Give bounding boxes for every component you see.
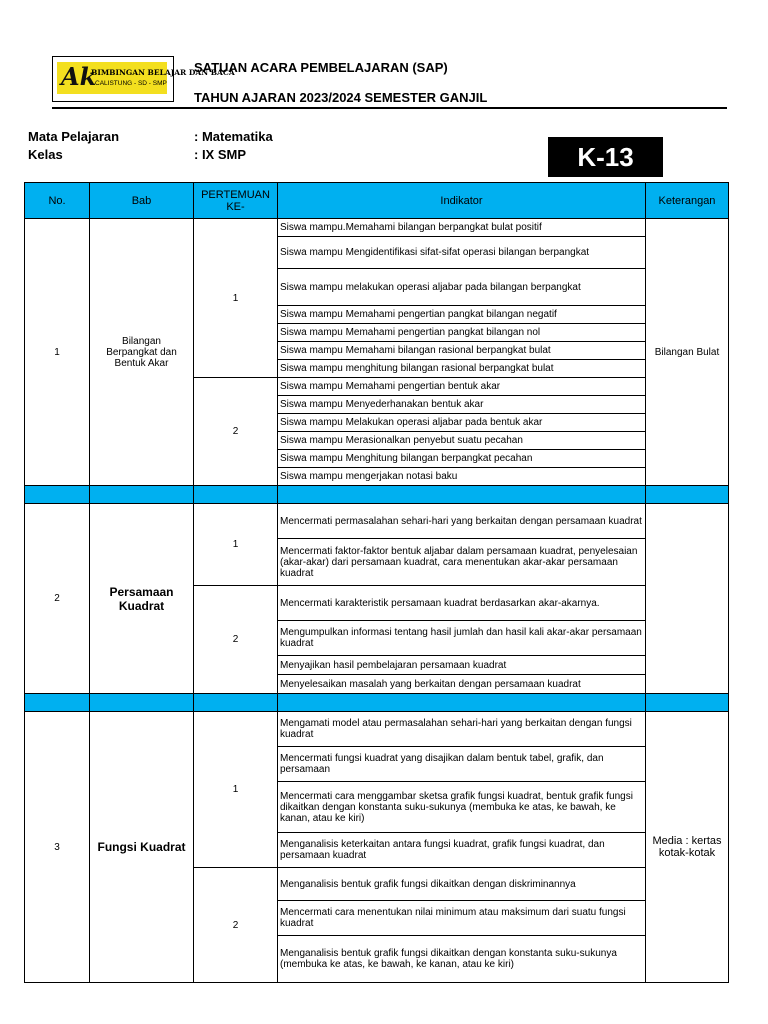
header-bab: Bab: [90, 183, 194, 219]
indicator-cell: Siswa mampu menghitung bilangan rasional berpangkat bulat: [278, 360, 646, 378]
page-subtitle: TAHUN AJARAN 2023/2024 SEMESTER GANJIL: [194, 90, 488, 105]
meeting-number: 1: [194, 504, 278, 586]
logo-name: BIMBINGAN BELAJAR DAN BACA: [91, 68, 235, 77]
curriculum-badge: K-13: [548, 137, 663, 177]
indicator-cell: Siswa mampu Menghitung bilangan berpangkat pecahan: [278, 450, 646, 468]
meeting-number: 2: [194, 868, 278, 983]
sap-table: [24, 182, 729, 983]
row-keterangan: [646, 504, 729, 694]
row-keterangan: Bilangan Bulat: [646, 219, 729, 486]
indicator-cell: Siswa mampu.Memahami bilangan berpangkat bulat positif: [278, 219, 646, 237]
table-header-row: [25, 183, 729, 219]
header-pertemuan: PERTEMUAN KE-: [194, 183, 278, 219]
indicator-cell: Siswa mampu Mengidentifikasi sifat-sifat operasi bilangan berpangkat: [278, 237, 646, 269]
indicator-cell: Siswa mampu Melakukan operasi aljabar pada bentuk akar: [278, 414, 646, 432]
subject-value: : Matematika: [194, 129, 273, 144]
indicator-cell: Mencermati faktor-faktor bentuk aljabar dalam persamaan kuadrat, penyelesaian (akar-akar) dari persamaan kuadrat, cara menentukan akar-akar persamaan kuadrat: [278, 539, 646, 586]
logo-banner: [57, 62, 235, 94]
indicator-cell: Mencermati karakteristik persamaan kuadrat berdasarkan akar-akarnya.: [278, 586, 646, 621]
indicator-cell: Mencermati fungsi kuadrat yang disajikan dalam bentuk tabel, grafik, dan persamaan: [278, 747, 646, 782]
row-no: 2: [25, 504, 90, 694]
header-no: No.: [25, 183, 90, 219]
indicator-cell: Menyajikan hasil pembelajaran persamaan kuadrat: [278, 656, 646, 675]
header-divider: [52, 107, 727, 109]
meeting-number: 1: [194, 219, 278, 378]
meeting-number: 1: [194, 712, 278, 868]
indicator-cell: Menganalisis keterkaitan antara fungsi kuadrat, grafik fungsi kuadrat, dan persamaan kuadrat: [278, 833, 646, 868]
logo-mark: Ak: [61, 62, 97, 91]
row-no: 1: [25, 219, 90, 486]
indicator-cell: Menganalisis bentuk grafik fungsi dikaitkan dengan diskriminannya: [278, 868, 646, 901]
table-row: [25, 504, 729, 539]
page-title: SATUAN ACARA PEMBELAJARAN (SAP): [194, 60, 448, 75]
indicator-cell: Menyelesaikan masalah yang berkaitan dengan persamaan kuadrat: [278, 675, 646, 694]
class-value: : IX SMP: [194, 147, 247, 162]
indicator-cell: Mengamati model atau permasalahan sehari-hari yang berkaitan dengan fungsi kuadrat: [278, 712, 646, 747]
logo-tagline: CALISTUNG - SD - SMP: [95, 80, 167, 87]
indicator-cell: Siswa mampu Menyederhanakan bentuk akar: [278, 396, 646, 414]
indicator-cell: Siswa mampu melakukan operasi aljabar pada bilangan berpangkat: [278, 269, 646, 306]
header-indikator: Indikator: [278, 183, 646, 219]
row-bab: Persamaan Kuadrat: [90, 504, 194, 694]
indicator-cell: Siswa mampu Merasionalkan penyebut suatu pecahan: [278, 432, 646, 450]
indicator-cell: Siswa mampu Memahami pengertian bentuk akar: [278, 378, 646, 396]
row-bab: Fungsi Kuadrat: [90, 712, 194, 983]
table-row: [25, 219, 729, 237]
indicator-cell: Mencermati cara menentukan nilai minimum atau maksimum dari suatu fungsi kuadrat: [278, 901, 646, 936]
meeting-number: 2: [194, 378, 278, 486]
indicator-cell: Siswa mampu Memahami pengertian pangkat bilangan nol: [278, 324, 646, 342]
row-bab: Bilangan Berpangkat dan Bentuk Akar: [90, 219, 194, 486]
logo: [52, 56, 235, 102]
section-separator: [25, 486, 729, 504]
indicator-cell: Mencermati permasalahan sehari-hari yang berkaitan dengan persamaan kuadrat: [278, 504, 646, 539]
row-keterangan: Media : kertas kotak-kotak: [646, 712, 729, 983]
section-separator: [25, 694, 729, 712]
table-row: [25, 712, 729, 747]
indicator-cell: Siswa mampu Memahami pengertian pangkat bilangan negatif: [278, 306, 646, 324]
header-keterangan: Keterangan: [646, 183, 729, 219]
class-label: Kelas: [28, 147, 63, 162]
indicator-cell: Mengumpulkan informasi tentang hasil jumlah dan hasil kali akar-akar persamaan kuadrat: [278, 621, 646, 656]
subject-label: Mata Pelajaran: [28, 129, 120, 144]
indicator-cell: Menganalisis bentuk grafik fungsi dikaitkan dengan konstanta suku-sukunya (membuka ke atas, ke bawah, ke kanan, atau ke kiri): [278, 936, 646, 983]
row-no: 3: [25, 712, 90, 983]
indicator-cell: Siswa mampu Memahami bilangan rasional berpangkat bulat: [278, 342, 646, 360]
indicator-cell: Mencermati cara menggambar sketsa grafik fungsi kuadrat, bentuk grafik fungsi dikaitkan dengan konstanta suku-sukunya (membuka ke atas, ke bawah, ke kanan, atau ke kiri): [278, 782, 646, 833]
meeting-number: 2: [194, 586, 278, 694]
indicator-cell: Siswa mampu mengerjakan notasi baku: [278, 468, 646, 486]
